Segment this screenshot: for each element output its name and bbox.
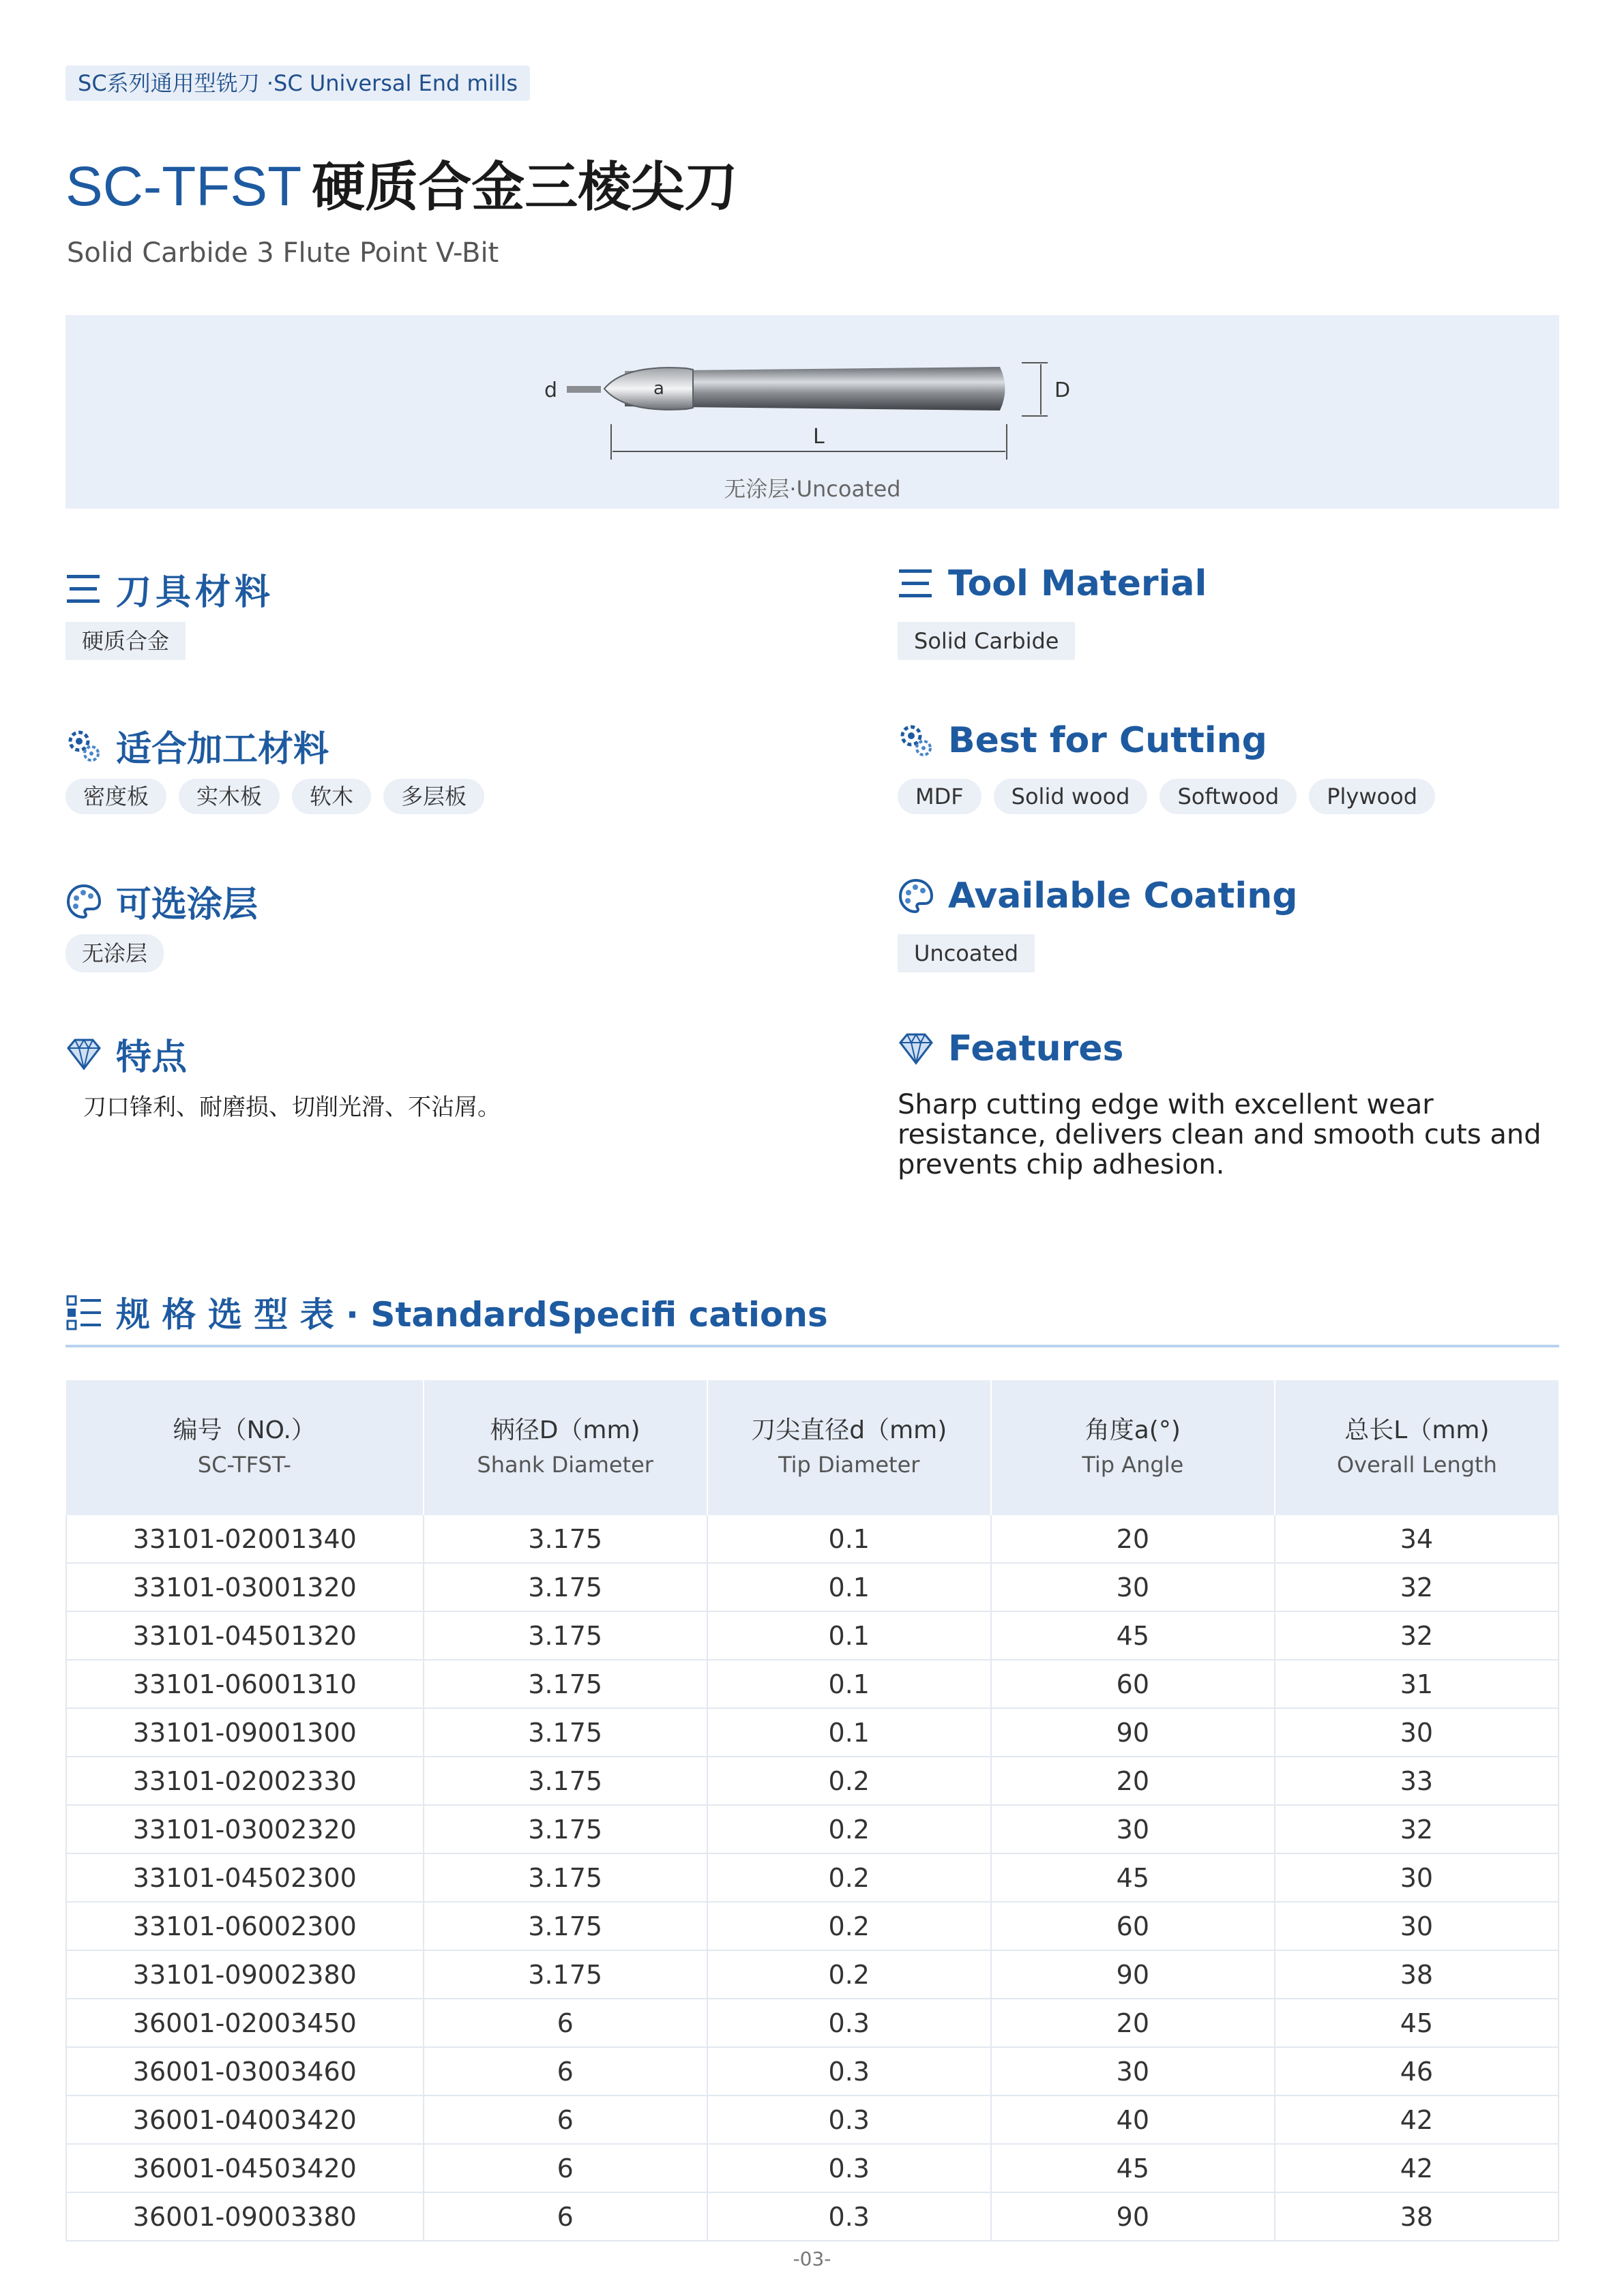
cutting-item-mdf: MDF [898, 779, 981, 814]
cell-length: 45 [1275, 1999, 1559, 2047]
cell-tip: 0.3 [707, 2192, 991, 2241]
cell-shank: 3.175 [424, 1757, 707, 1805]
cell-no: 33101-02001340 [66, 1515, 424, 1563]
cell-angle: 90 [991, 1950, 1275, 1999]
table-row [66, 2192, 1559, 2241]
cutting-item-plywood: Plywood [1309, 779, 1435, 814]
cell-no: 33101-04501320 [66, 1611, 424, 1660]
cell-length: 34 [1275, 1515, 1559, 1563]
table-row [66, 1999, 1559, 2047]
cell-angle: 20 [991, 1999, 1275, 2047]
col-header-length: 总长L（mm) Overall Length [1275, 1380, 1559, 1515]
cutting-item-mdf-cn: 密度板 [65, 779, 166, 814]
table-row [66, 1660, 1559, 1708]
tool-diagram-panel [65, 315, 1559, 509]
cell-shank: 6 [424, 2192, 707, 2241]
material-value-cn: 硬质合金 [65, 622, 186, 660]
cell-length: 42 [1275, 2096, 1559, 2144]
features-title-cn: 特点 [65, 1028, 187, 1079]
cell-no: 33101-06002300 [66, 1902, 424, 1950]
cell-tip: 0.2 [707, 1805, 991, 1853]
cell-no: 33101-09002380 [66, 1950, 424, 1999]
cell-angle: 30 [991, 1805, 1275, 1853]
cell-length: 30 [1275, 1902, 1559, 1950]
cell-tip: 0.3 [707, 2096, 991, 2144]
features-text-cn: 刀口锋利、耐磨损、切削光滑、不沾屑。 [83, 1094, 501, 1121]
cell-angle: 45 [991, 2144, 1275, 2192]
cell-shank: 6 [424, 2144, 707, 2192]
cutting-item-solidwood: Solid wood [994, 779, 1148, 814]
cutting-item-plywood-cn: 多层板 [383, 779, 484, 814]
cell-length: 32 [1275, 1563, 1559, 1611]
coating-value-en: Uncoated [898, 934, 1035, 972]
label-D: D [1054, 378, 1071, 402]
cell-shank: 3.175 [424, 1805, 707, 1853]
cell-angle: 40 [991, 2096, 1275, 2144]
features-title-en: Features [898, 1028, 1124, 1069]
table-row [66, 1611, 1559, 1660]
material-value-en: Solid Carbide [898, 622, 1075, 660]
cell-tip: 0.1 [707, 1660, 991, 1708]
cell-shank: 6 [424, 2047, 707, 2096]
table-row [66, 2047, 1559, 2096]
table-row [66, 1853, 1559, 1902]
diagram-caption: 无涂层·Uncoated [724, 476, 901, 502]
cell-length: 33 [1275, 1757, 1559, 1805]
cell-no: 33101-03002320 [66, 1805, 424, 1853]
cell-tip: 0.3 [707, 2047, 991, 2096]
cell-no: 36001-02003450 [66, 1999, 424, 2047]
coating-title-en: Available Coating [898, 876, 1297, 916]
cell-tip: 0.3 [707, 2144, 991, 2192]
gears-icon [898, 722, 934, 759]
spec-divider [65, 1345, 1559, 1347]
cell-angle: 20 [991, 1515, 1275, 1563]
cell-shank: 6 [424, 1999, 707, 2047]
cutting-item-softwood-cn: 软木 [292, 779, 371, 814]
cell-length: 30 [1275, 1853, 1559, 1902]
cell-angle: 45 [991, 1853, 1275, 1902]
cell-no: 33101-02002330 [66, 1757, 424, 1805]
table-row [66, 2096, 1559, 2144]
col-header-tip: 刀尖直径d（mm) Tip Diameter [707, 1380, 991, 1515]
spec-header-row [66, 1380, 1559, 1515]
table-row [66, 1902, 1559, 1950]
material-title-cn: 刀具材料 [65, 563, 274, 614]
page-number: -03- [793, 2248, 831, 2270]
coating-value-cn: 无涂层 [65, 934, 164, 972]
spec-title: 规 格 选 型 表 · StandardSpecifi cations [65, 1287, 828, 1337]
table-row [66, 1515, 1559, 1563]
cutting-list-cn [65, 779, 497, 814]
col-header-angle: 角度a(°) Tip Angle [991, 1380, 1275, 1515]
cell-tip: 0.3 [707, 1999, 991, 2047]
palette-icon [65, 883, 102, 920]
table-row [66, 1757, 1559, 1805]
table-row [66, 1805, 1559, 1853]
col-header-shank: 柄径D（mm) Shank Diameter [424, 1380, 707, 1515]
cell-angle: 60 [991, 1660, 1275, 1708]
cell-length: 32 [1275, 1805, 1559, 1853]
cell-tip: 0.1 [707, 1708, 991, 1757]
gears-icon [65, 728, 102, 764]
page-title [65, 145, 737, 221]
cell-no: 36001-04503420 [66, 2144, 424, 2192]
cell-shank: 3.175 [424, 1902, 707, 1950]
cell-tip: 0.2 [707, 1902, 991, 1950]
table-row [66, 1708, 1559, 1757]
material-title-en: Tool Material [898, 563, 1207, 604]
cell-angle: 60 [991, 1902, 1275, 1950]
cell-length: 38 [1275, 1950, 1559, 1999]
cone-tip [604, 368, 693, 410]
cell-angle: 45 [991, 1611, 1275, 1660]
diamond-icon [65, 1036, 102, 1073]
cell-shank: 6 [424, 2096, 707, 2144]
cutting-item-softwood: Softwood [1160, 779, 1297, 814]
label-d: d [544, 378, 558, 402]
cell-tip: 0.2 [707, 1950, 991, 1999]
category-chip: SC系列通用型铣刀 ·SC Universal End mills [65, 65, 530, 101]
title-cn: 硬质合金三棱尖刀 [312, 157, 738, 218]
cutting-title-cn: 适合加工材料 [65, 720, 329, 771]
cell-shank: 3.175 [424, 1563, 707, 1611]
table-row [66, 1950, 1559, 1999]
cell-angle: 90 [991, 1708, 1275, 1757]
cell-shank: 3.175 [424, 1853, 707, 1902]
cell-shank: 3.175 [424, 1611, 707, 1660]
cell-length: 42 [1275, 2144, 1559, 2192]
table-row [66, 1563, 1559, 1611]
cell-no: 33101-03001320 [66, 1563, 424, 1611]
cell-angle: 30 [991, 2047, 1275, 2096]
cell-length: 32 [1275, 1611, 1559, 1660]
cell-no: 33101-09001300 [66, 1708, 424, 1757]
cell-shank: 3.175 [424, 1950, 707, 1999]
cell-tip: 0.1 [707, 1563, 991, 1611]
cutting-item-solidwood-cn: 实木板 [179, 779, 280, 814]
cutting-title-en: Best for Cutting [898, 720, 1267, 761]
title-code: SC-TFST [65, 155, 302, 218]
list-icon [65, 1294, 102, 1330]
cell-shank: 3.175 [424, 1708, 707, 1757]
cell-angle: 90 [991, 2192, 1275, 2241]
menu-lines-icon [898, 565, 934, 602]
cell-no: 36001-09003380 [66, 2192, 424, 2241]
tip-rod [567, 386, 601, 393]
cell-tip: 0.2 [707, 1853, 991, 1902]
cell-tip: 0.2 [707, 1757, 991, 1805]
cutting-list-en [898, 779, 1447, 814]
cell-no: 33101-04502300 [66, 1853, 424, 1902]
cell-length: 30 [1275, 1708, 1559, 1757]
diamond-icon [898, 1030, 934, 1067]
cell-no: 36001-03003460 [66, 2047, 424, 2096]
cell-shank: 3.175 [424, 1660, 707, 1708]
menu-lines-icon [65, 571, 102, 608]
cell-angle: 20 [991, 1757, 1275, 1805]
cell-tip: 0.1 [707, 1515, 991, 1563]
cell-length: 31 [1275, 1660, 1559, 1708]
cell-length: 46 [1275, 2047, 1559, 2096]
cell-angle: 30 [991, 1563, 1275, 1611]
palette-icon [898, 878, 934, 914]
cell-no: 36001-04003420 [66, 2096, 424, 2144]
subtitle: Solid Carbide 3 Flute Point V-Bit [67, 237, 499, 269]
features-text-en: Sharp cutting edge with excellent wear resistance, delivers clean and smooth cuts and prevents chip adhesion. [898, 1089, 1541, 1180]
spec-table [65, 1380, 1559, 2241]
cell-no: 33101-06001310 [66, 1660, 424, 1708]
label-a: a [653, 378, 664, 399]
table-row [66, 2144, 1559, 2192]
coating-title-cn: 可选涂层 [65, 876, 258, 927]
col-header-no: 编号（NO.） SC-TFST- [66, 1380, 424, 1515]
cell-length: 38 [1275, 2192, 1559, 2241]
label-L: L [813, 425, 825, 449]
cell-tip: 0.1 [707, 1611, 991, 1660]
cell-shank: 3.175 [424, 1515, 707, 1563]
